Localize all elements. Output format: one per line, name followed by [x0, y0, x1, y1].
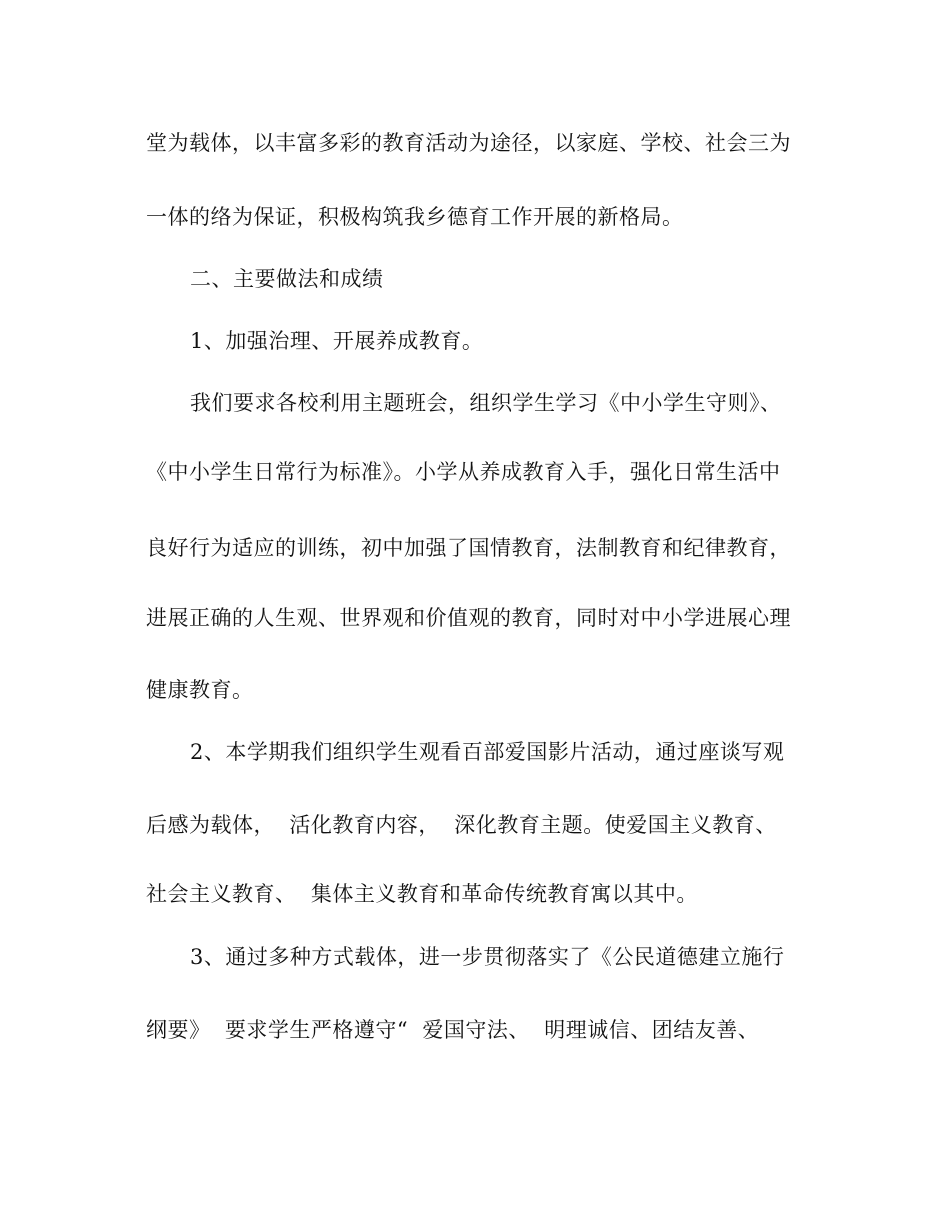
- body-text-line: 2、本学期我们组织学生观看百部爱国影片活动，通过座谈写观: [190, 740, 785, 764]
- body-text-line: 3、通过多种方式载体，进一步贯彻落实了《公民道德建立施行: [190, 945, 785, 969]
- body-text-line: 健康教育。: [146, 678, 254, 702]
- section-heading: 二、主要做法和成绩: [190, 267, 384, 291]
- body-text-line: 后感为载体， 活化教育内容， 深化教育主题。使爱国主义教育、: [146, 813, 777, 837]
- body-text-line: 纲要》 要求学生严格遵守“ 爱国守法、 明理诚信、团结友善、: [146, 1018, 760, 1042]
- body-text-line: 堂为载体，以丰富多彩的教育活动为途径，以家庭、学校、社会三为: [146, 131, 791, 155]
- body-text-line: 社会主义教育、 集体主义教育和革命传统教育寓以其中。: [146, 882, 698, 906]
- body-text-line: 我们要求各校利用主题班会，组织学生学习《中小学生守则》、: [190, 391, 782, 415]
- body-text-line: 良好行为适应的训练，初中加强了国情教育，法制教育和纪律教育，: [146, 536, 791, 560]
- subsection-heading: 1、加强治理、开展养成教育。: [190, 329, 484, 353]
- body-text-line: 进展正确的人生观、世界观和价值观的教育，同时对中小学进展心理: [146, 606, 791, 630]
- body-text-line: 一体的络为保证，积极构筑我乡德育工作开展的新格局。: [146, 205, 684, 229]
- body-text-line: 《中小学生日常行为标准》。小学从养成教育入手，强化日常生活中: [146, 460, 781, 484]
